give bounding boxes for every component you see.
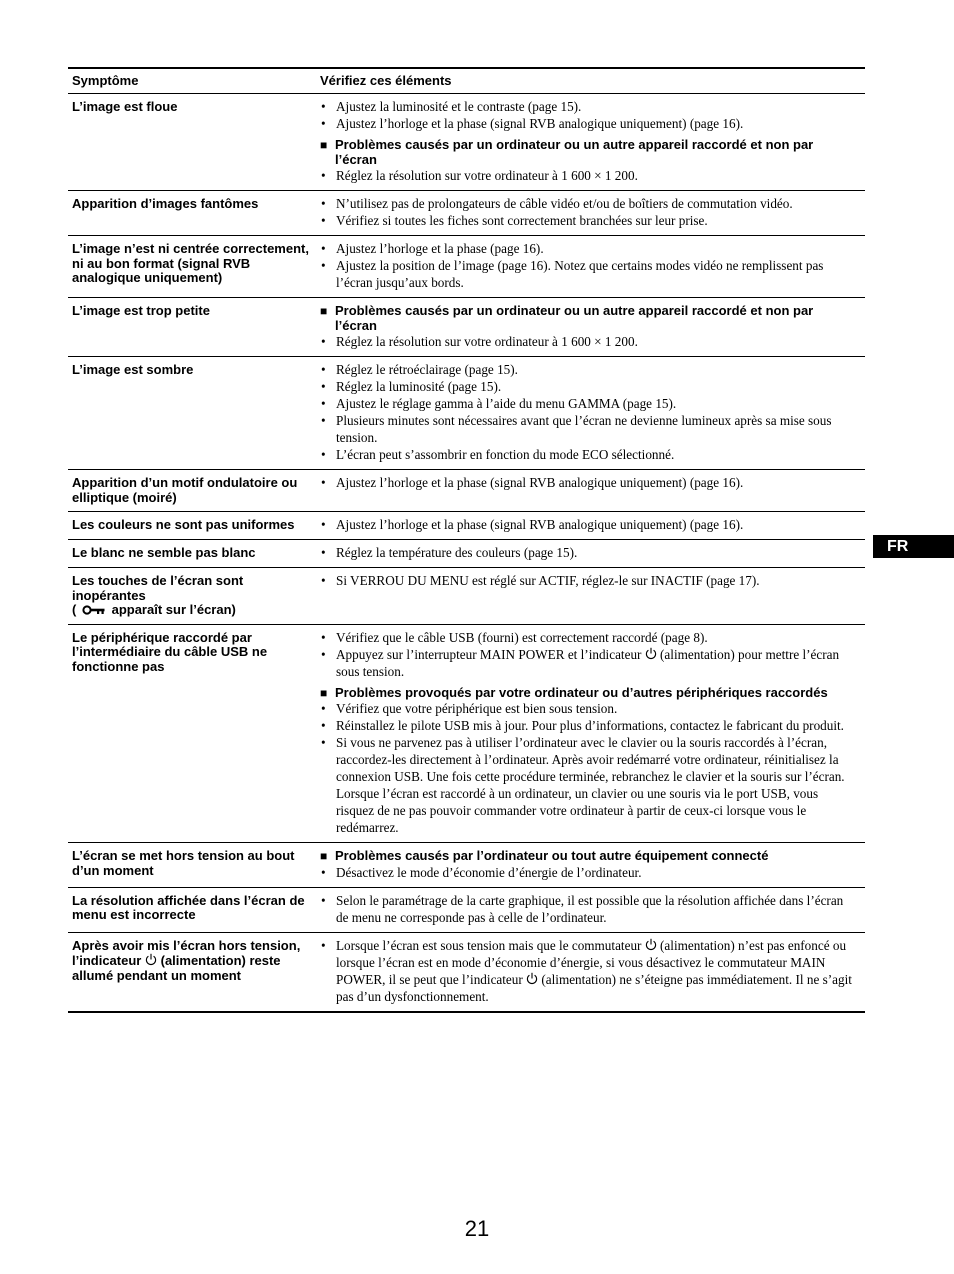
table-row [68,297,865,356]
sub-heading: ■ Problèmes causés par l’ordinateur ou tout autre équipement connecté [320,848,769,863]
symptom-cell: L’écran se met hors tension au bout d’un moment [72,848,295,878]
list-item: • Ajustez le réglage gamma à l’aide du menu GAMMA (page 15). [321,396,677,411]
list-item: • Ajustez l’horloge et la phase (page 16). [321,241,544,256]
check-cell [320,298,865,356]
symptom-cell: Apparition d’images fantômes [72,196,259,211]
table-row [68,887,865,932]
table-row [68,539,865,567]
power-icon [526,972,538,985]
power-icon [145,953,157,966]
check-cell [320,568,865,624]
list-item: • Plusieurs minutes sont nécessaires avant que l’écran ne devienne lumineux après sa mise sous tension. [321,413,832,445]
symptom-note: ( apparaît sur l’écran) [72,602,236,617]
sub-heading: ■ Problèmes provoqués par votre ordinateur ou d’autres périphériques raccordés [320,684,828,700]
list-item: • Selon le paramétrage de la carte graphique, il est possible que la résolution affichée dans l’écran de menu ne corresponde pas à celle de l’ordinateur. [321,892,844,925]
symptom-cell: L’image est sombre [72,362,194,377]
check-cell [320,470,865,511]
list-item: • Désactivez le mode d’économie d’énergie de l’ordinateur. [321,864,642,880]
list-item: • Vérifiez que votre périphérique est bien sous tension. [321,701,618,716]
sub-heading: ■ Problèmes causés par un ordinateur ou un autre appareil raccordé et non par l’écran [320,137,814,167]
table-row [68,932,865,1011]
list-item: • Vérifiez si toutes les fiches sont correctement branchées sur leur prise. [321,213,708,228]
table-row [68,190,865,235]
check-cell [320,888,865,932]
table-row [68,93,865,190]
list-item: • Ajustez l’horloge et la phase (signal RVB analogique uniquement) (page 16). [321,116,744,131]
list-item: • Si vous ne parvenez pas à utiliser l’ordinateur avec le clavier ou la souris raccordés à l’écran, raccordez-les directement à l’ordinateur. Après avoir redémarré votre ordinateur, réinitialisez la connexion USB. Une fois cette procédure terminée, rebranchez le clavier et la souris sur l’écran. Lorsque l’écran est raccordé à un ordinateur, un clavier ou une souris via le port USB, vous risquez de ne pas pouvoir commander votre ordinateur à partir de ceux-ci lorsque vous le redémarrez. [321,735,845,835]
list-item: • Ajustez l’horloge et la phase (signal RVB analogique uniquement) (page 16). [321,517,744,532]
symptom-cell: L’image est trop petite [72,303,210,318]
symptom-cell: Après avoir mis l’écran hors tension, l’indicateur (alimentation) reste allumé pendant un moment [72,937,301,983]
table-row [68,235,865,297]
check-cell [320,357,865,469]
page-number: 21 [464,1216,490,1241]
list-item: • N’utilisez pas de prolongateurs de câble vidéo et/ou de boîtiers de commutation vidéo. [321,196,793,211]
symptom-cell: Les couleurs ne sont pas uniformes [72,517,295,532]
table-row [68,624,865,843]
table-row [68,356,865,469]
symptom-cell: Le périphérique raccordé par l’intermédiaire du câble USB ne fonctionne pas [72,629,268,674]
power-icon [645,647,657,660]
list-item: • Si VERROU DU MENU est réglé sur ACTIF, réglez-le sur INACTIF (page 17). [321,573,760,588]
list-item: • Ajustez la position de l’image (page 16). Notez que certains modes vidéo ne remplissent pas l’écran jusqu’aux bords. [321,258,824,290]
language-tab: FR [873,535,954,558]
symptom-cell: Le blanc ne semble pas blanc [72,545,256,560]
check-cell [320,236,865,297]
symptom-cell: Apparition d’un motif ondulatoire ou elliptique (moiré) [72,475,298,505]
list-item: • Lorsque l’écran est sous tension mais que le commutateur (alimentation) n’est pas enfoncé ou lorsque l’écran est en mode d’économie d’énergie, si vous désactivez le commutateur MAIN POWER, il se peut que l’indicateur (alimentation) ne s’éteigne pas immédiatement. Il ne s’agit pas d’un dysfonctionnement. [321,937,852,1004]
symptom-cell: L’image est floue [72,99,178,114]
table-row [68,469,865,511]
check-cell [320,94,865,190]
list-item: • Ajustez l’horloge et la phase (signal RVB analogique uniquement) (page 16). [321,475,744,490]
list-item: • Réglez la luminosité (page 15). [321,379,502,394]
check-cell [320,843,865,887]
check-cell [320,625,865,843]
power-icon [645,938,657,951]
symptom-cell [68,568,320,624]
list-item: • Réglez la résolution sur votre ordinateur à 1 600 × 1 200. [321,334,638,349]
check-cell [320,512,865,539]
table-row [68,567,865,624]
header-check: Vérifiez ces éléments [320,73,452,88]
table-row [68,842,865,887]
list-item: • Réglez la résolution sur votre ordinateur à 1 600 × 1 200. [321,168,638,183]
check-cell [320,540,865,567]
list-item: • Ajustez la luminosité et le contraste (page 15). [321,99,582,114]
key-icon [82,605,106,615]
symptom-text: Les touches de l’écran sont inopérantes [72,573,244,603]
check-cell [320,933,865,1011]
symptom-cell: L’image n’est ni centrée correctement, ni au bon format (signal RVB analogique uniquement) [72,241,309,285]
check-cell [320,191,865,235]
symptom-cell: La résolution affichée dans l’écran de menu est incorrecte [72,892,305,922]
troubleshooting-table [68,67,865,1013]
list-item: • Réglez le rétroéclairage (page 15). [321,362,518,377]
header-symptom: Symptôme [72,73,139,88]
sub-heading: ■ Problèmes causés par un ordinateur ou un autre appareil raccordé et non par l’écran [320,303,814,333]
table-row [68,511,865,539]
list-item: • Réglez la température des couleurs (page 15). [321,545,578,560]
list-item: • L’écran peut s’assombrir en fonction du mode ECO sélectionné. [321,447,675,462]
table-header [68,69,865,93]
list-item: • Vérifiez que le câble USB (fourni) est correctement raccordé (page 8). [321,629,708,645]
list-item: • Réinstallez le pilote USB mis à jour. Pour plus d’informations, contactez le fabricant du produit. [321,718,844,733]
list-item: • Appuyez sur l’interrupteur MAIN POWER et l’indicateur (alimentation) pour mettre l’écran sous tension. [321,646,840,679]
